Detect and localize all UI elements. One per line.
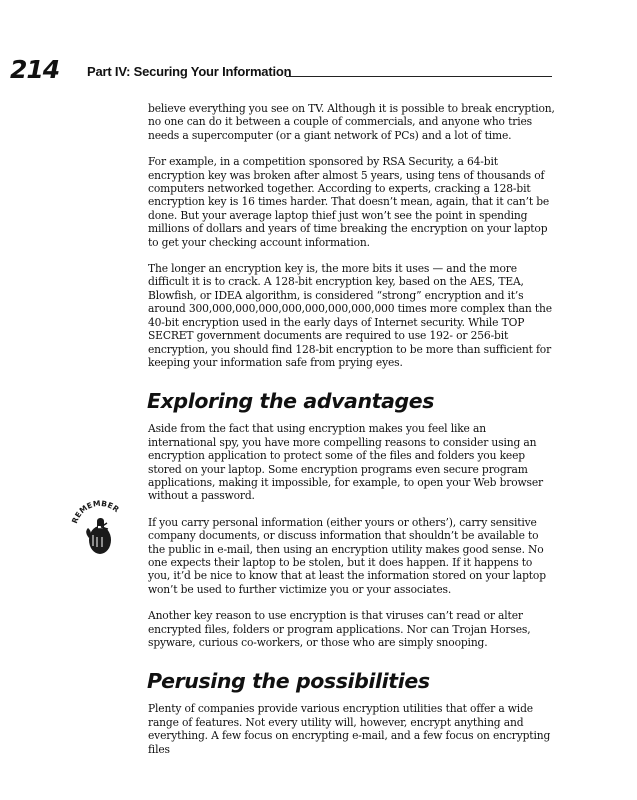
svg-text:REMEMBER xyxy=(70,500,121,525)
page-number: 214 xyxy=(10,55,60,84)
paragraph: Aside from the fact that using encryption makes you feel like an international spy, you have more compelling reasons to consider using an encryption application to protect some of the files and folders you keep stored on your laptop. Some encryption programs even secure program applications, making it impossible, for example, to open your Web browser without a password. xyxy=(148,422,543,503)
paragraph: If you carry personal information (either yours or others’), carry sensitive company documents, or discuss information that shouldn’t be available to the public in e-mail, then using an encryption utility makes good sense. No one expects their laptop to be stolen, but it does happen. If it happens to you, it’d be nice to know that at least the information stored on your laptop won’t be used to further victimize you or your associates. xyxy=(148,515,546,596)
running-head-title: Part IV: Securing Your Information xyxy=(87,64,292,79)
section-heading: Perusing the possibilities xyxy=(147,669,430,694)
paragraph: The longer an encryption key is, the more bits it uses — and the more difficult it is to crack. A 128-bit encryption key, based on the AES, TEA, Blowfish, or IDEA algorithm, is considered “strong” encryption and it’s around 300,000,000,000,000,000,000,000,000 times more complex than the 40-bit encryption used in the early days of Internet security. While TOP SECRET government documents are required to use 192- or 256-bit encryption, you should find 128-bit encryption to be more than sufficient for keeping your information safe from prying eyes. xyxy=(148,262,552,369)
header-rule xyxy=(286,76,552,77)
paragraph: Plenty of companies provide various encryption utilities that offer a wide range of features. Not every utility will, however, encrypt anything and everything. A few focus on encrypting e-mail, and a few focus on encrypting files xyxy=(148,702,551,756)
paragraph: For example, in a competition sponsored by RSA Security, a 64-bit encryption key was broken after almost 5 years, using tens of thousands of computers networked together. According to experts, cracking a 128-bit encryption key is 16 times harder. That doesn’t mean, again, that it can’t be done. But your average laptop thief just won’t see the point in spending millions of dollars and years of time breaking the encryption on your laptop to get your checking account information. xyxy=(148,155,550,249)
page-header xyxy=(10,56,555,86)
section-heading: Exploring the advantages xyxy=(147,389,435,414)
remember-icon-label: REMEMBER xyxy=(70,500,121,525)
paragraph: believe everything you see on TV. Although it is possible to break encryption, no one can do it between a couple of commercials, and anyone who tries needs a supercomputer (or a giant network of PCs) and a lot of time. xyxy=(148,102,555,142)
remember-icon xyxy=(70,500,130,560)
paragraph: Another key reason to use encryption is that viruses can’t read or alter encrypted files, folders or program applications. Nor can Trojan Horses, spyware, curious co-workers, or those who are simply snooping. xyxy=(148,609,531,649)
page-body xyxy=(148,102,556,769)
